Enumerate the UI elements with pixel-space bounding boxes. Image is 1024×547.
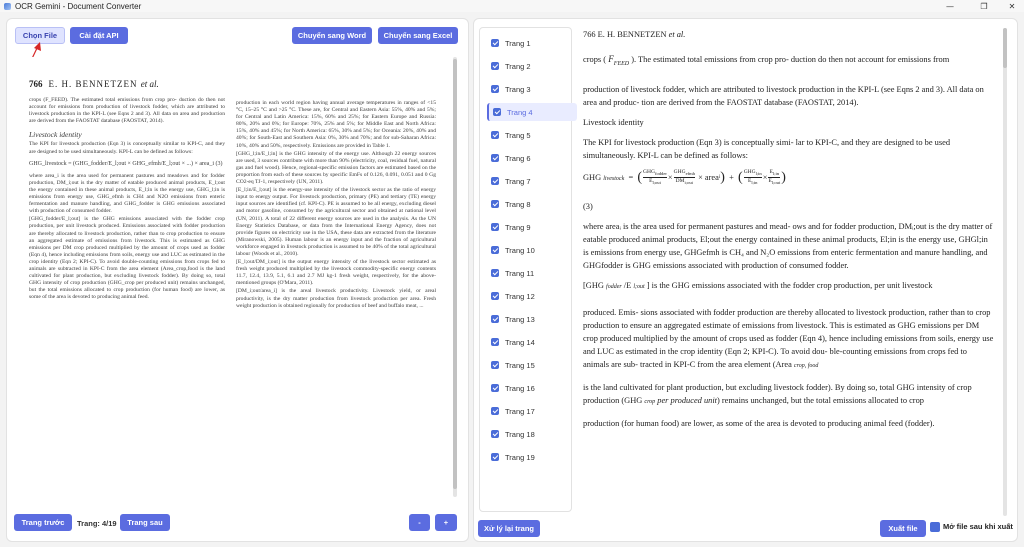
result-heading: 766 E. H. BENNETZEN et al. [583, 30, 686, 39]
page-text: production in each world region having annual average temperatures in ranges of <15 °C, 15–25 °C and >25 °C. These are, for Central and Eastern Asia: 55%, 40% and 5%; for Central and Latin America: 15%, 60% and 25%; for Eastern Europe and Russia: 80%, 20% and 0%; for Europe: 70%, 25% and 5%; for Middle East and North Africa: 15%, 40% and 45%; for North America: 65%, 30% and 5%; for Oceania: 20%, 40% and 40%; for South-East and Southern Asia: 0%, 30% and 70%; and for sub-Saharan Africa: 10%, 40% and 50%, respectively. Emissions are provided in Table 1. [236, 100, 436, 149]
page-heading: Livestock identity [29, 130, 82, 140]
page-checkbox-icon[interactable] [493, 108, 501, 116]
page-checkbox-icon[interactable] [491, 223, 499, 231]
page-list-label: Trang 4 [507, 107, 533, 117]
zoom-out-button[interactable]: - [409, 514, 430, 531]
page-text: [GHG_fodder/E_l;out] is the GHG emissions associated with the fodder crop production, per unit livestock produced. Emissions associated with fodder production are thereby allocated to livestock production, rather than to crop production to ensure an aggregated estimate of emissions from livestock. This is estimated as GHG emissions per DM crop produced multiplied by the amount of crops used as fodder (Eqn 4), hence including emissions from soils, energy use and LUC as estimated in the crop identity (Eqn 2; KPI-C). To avoid double-counting emissions from crops fed to animals are subtracted in KPI-C from the area element (Area_crop,food is the land cultivated for plant production, but excluding livestock fodder). By doing so, total GHG intensity of crop production (GHG_crop per produced unit) remains unchanged, but the total emissions allocated to crop production (for human food) are lower, as some of the area is devoted to producing animal feed. [29, 216, 225, 301]
page-text: crops (F_FEED). The estimated total emissions from crop pro- duction do then not account for emissions from production of livestock fodder, which are attributed to livestock production in the KPI-L (see Eqns 2 and 3). All data on area and production are derived from the FAOSTAT database (FAOSTAT, 2014). [29, 97, 225, 125]
page-left-column [29, 97, 225, 302]
page-list-label: Trang 17 [505, 406, 535, 416]
page-list-label: Trang 11 [505, 268, 535, 278]
page-checkbox-icon[interactable] [491, 430, 499, 438]
maximize-button[interactable]: ❐ [980, 1, 988, 11]
page-checkbox-icon[interactable] [491, 338, 499, 346]
page-text: [DM_i;out/area_i] is the areal livestock productivity. Livestock yield, or areal productivity, is the dry matter production from livestock production per area. Fresh weight production is obtained regionally for production of beef and buffalo meat, ... [236, 288, 436, 309]
app-icon [4, 3, 11, 10]
page-list-label: Trang 13 [505, 314, 535, 324]
page-list-label: Trang 8 [505, 199, 531, 209]
page-text: [E_l;in/E_l;out] is the energy-use intensity of the livestock sector as the ratio of energy input to energy output. For livestock production, primary (PE) and tertiary (TE) energy input sources are identified (cf. KPI-C). PE is assumed to be all energy, excluding diesel and motor gasoline, consumed by the agricultural sector and obtained at national level (UN, 2011). A total of 22 different energy sources are used in the analysis. As the UN Energy Statistics Database, or data from the International Energy Agency, does not provide figures on electricity use in the USA, these data are extracted from the literature (Miranowski, 2005). Human labour is an energy input and the fraction of agricultural workforce engaged in livestock production is assumed to be 40% of the total agricultural labour (Woods et al., 2010). [236, 187, 436, 257]
zoom-in-button[interactable]: + [435, 514, 457, 531]
page-list-item[interactable] [487, 379, 577, 397]
title-bar [0, 0, 1024, 12]
open-after-export-checkbox[interactable] [930, 522, 940, 532]
result-subheading: Livestock identity [583, 117, 644, 127]
page-list-label: Trang 6 [505, 153, 531, 163]
result-scrollbar[interactable] [1003, 28, 1007, 516]
api-settings-button[interactable]: Cài đặt API [70, 27, 128, 44]
page-list-item[interactable] [487, 287, 577, 305]
page-text: [GHG_l;in/E_l;in] is the GHG intensity of the energy use. Although 22 energy sources are used, 3 sources contribute with more than 90% (electricity, coal, residual fuel, natural gas and fuel wood). Hence, regional-specific emission factors are estimated based on the proportion from each of these sources by specific EmFs of 0.126, 0.091, 0.051 and 0 Gg CO2-eq TJ-1, respectively (UN, 2011). [236, 150, 436, 186]
open-after-export-label: Mở file sau khi xuất [943, 522, 1013, 531]
page-list-label: Trang 18 [505, 429, 535, 439]
preview-scrollbar[interactable] [453, 57, 457, 497]
result-paragraph: The KPI for livestock production (Eqn 3) is conceptually simi- lar to KPI-C, and they are designed to be used simultaneously. KPI-L can be defined as follows: [583, 137, 951, 160]
page-list-label: Trang 10 [505, 245, 535, 255]
page-list-item[interactable] [487, 356, 577, 374]
page-checkbox-icon[interactable] [491, 39, 499, 47]
page-list-label: Trang 12 [505, 291, 535, 301]
page-list-item[interactable] [487, 195, 577, 213]
page-list-item[interactable] [487, 149, 577, 167]
page-checkbox-icon[interactable] [491, 384, 499, 392]
page-checkbox-icon[interactable] [491, 246, 499, 254]
choose-file-button[interactable]: Chọn File [15, 27, 65, 44]
page-list-item[interactable] [487, 425, 577, 443]
page-checkbox-icon[interactable] [491, 292, 499, 300]
page-list-item[interactable] [487, 103, 577, 121]
page-list-label: Trang 5 [505, 130, 531, 140]
document-page-image [17, 57, 447, 497]
page-list-label: Trang 1 [505, 38, 531, 48]
page-list-item[interactable] [487, 126, 577, 144]
ocr-result-text[interactable] [583, 28, 995, 516]
page-text: The KPI for livestock production (Eqn 3) is conceptually similar to KPI-C, and they are designed to be used simultaneously. KPI-L can be defined as follows: [29, 141, 225, 155]
result-equation: GHG livestock = ( $\frac{GHG_{fodder}}{E_{l;out}}$ × $\frac{GHG_{efmh}}{DM_{i;out}}$ × area i ) + ( $\frac{GHG_{l;in}}{E_{l;in}}$ × $\frac{E_{l;in}}{E_{l;out}}$ ) [583, 168, 786, 185]
export-file-button[interactable]: Xuất file [880, 520, 926, 537]
page-status: Trang: 4/19 [77, 519, 117, 528]
reprocess-page-button[interactable]: Xử lý lại trang [478, 520, 540, 537]
page-list-label: Trang 16 [505, 383, 535, 393]
page-list-label: Trang 15 [505, 360, 535, 370]
result-equation-number: (3) [583, 201, 593, 211]
window-title: OCR Gemini - Document Converter [15, 1, 142, 11]
page-list-label: Trang 19 [505, 452, 535, 462]
result-paragraph: production of livestock fodder, which are attributed to livestock production in the KPI-L (see Eqns 2 and 3). All data on area and produc- tion are derived from the FAOSTAT database (FAOSTAT, 2014). [583, 84, 984, 107]
result-paragraph: produced. Emis- sions associated with fodder production are thereby allocated to livestock production, rather than to crop production to ensure an aggregated estimate of emissions from livestock. This is estimated as GHG emissions per DM crop produced multiplied by the amount of crops used as fodder (Eqn 4), hence including emissions from soils, energy use and LUC as estimated in the crop identity (Eqn 2; KPI-C). To avoid dou- ble-counting emissions from crops fed to animals are sub- tracted in KPI-C from the area element (Area crop, food [583, 307, 994, 369]
page-list-item[interactable] [487, 57, 577, 75]
page-text: where area_i is the area used for permanent pastures and meadows and for fodder production, DM_i;out is the dry matter of eatable produced animal products, E_l;out the energy contained in these animal products, E_l;in is the energy use, GHG_l;in is emissions from energy use, GHG_efmh is CH4 and N2O emissions from enteric fermentation and manure handling, and GHG_fodder is GHG emissions associated with production of consumed fodder. [29, 172, 225, 215]
page-list-label: Trang 9 [505, 222, 531, 232]
page-list-item[interactable] [487, 333, 577, 351]
page-list-label: Trang 7 [505, 176, 531, 186]
result-paragraph: production (for human food) are lower, as some of the area is devoted to producing animal feed (fodder). [583, 418, 935, 428]
next-page-button[interactable]: Trang sau [120, 514, 170, 531]
page-checkbox-icon[interactable] [491, 269, 499, 277]
page-checkbox-icon[interactable] [491, 85, 499, 93]
page-list-label: Trang 14 [505, 337, 535, 347]
page-equation: GHG_livestock = (GHG_fodder/E_l;out × GHG_efmh/E_l;out × ...) × area_i (3) [29, 160, 223, 167]
page-checkbox-icon[interactable] [491, 154, 499, 162]
page-list-item[interactable] [487, 34, 577, 52]
preview-scroll-thumb[interactable] [453, 59, 457, 489]
page-list-label: Trang 3 [505, 84, 531, 94]
page-checkbox-icon[interactable] [491, 177, 499, 185]
result-scroll-thumb[interactable] [1003, 28, 1007, 68]
page-checkbox-icon[interactable] [491, 407, 499, 415]
minimize-button[interactable]: — [946, 1, 954, 11]
page-checkbox-icon[interactable] [491, 200, 499, 208]
page-list-item[interactable] [487, 264, 577, 282]
page-text: [E_l;out/DM_i;out] is the output energy intensity of the livestock sector estimated as fresh weight produced multiplied by the livestock commodity-specific energy contents 11.7, 12.4, 13.9, 5.1, 6.1 and 2.7 MJ kg-1 fresh weight, respectively, for the above-mentioned groups (O'Mara, 2011). [236, 259, 436, 287]
page-list [479, 27, 572, 512]
page-list-item[interactable] [487, 241, 577, 259]
page-list-item[interactable] [487, 80, 577, 98]
result-paragraph: crops ( $F_{FEED}$ ). The estimated total emissions from crop pro- duction do then not account for emissions from [583, 54, 950, 67]
page-list-item[interactable] [487, 448, 577, 466]
page-list-item[interactable] [487, 172, 577, 190]
convert-excel-button[interactable]: Chuyển sang Excel [378, 27, 458, 44]
close-button[interactable]: ✕ [1008, 1, 1016, 11]
convert-word-button[interactable]: Chuyển sang Word [292, 27, 372, 44]
prev-page-button[interactable]: Trang trước [14, 514, 72, 531]
result-paragraph: where areaᵢ is the area used for permanent pastures and mead- ows and for fodder production, DMᵢ;out is the dry matter of eatable produced animal products, El;out the energy contained in these animal products, El;in is the energy use, GHGl;in is emissions from energy use, GHGefmh is CH₄ and N₂O emissions from enteric fermentation and manure handling, and GHGfodder is GHG emissions associated with production of consumed fodder. [583, 221, 993, 270]
page-right-column [236, 100, 436, 311]
page-header: 766 E. H. BENNETZEN et al. [29, 79, 159, 89]
page-checkbox-icon[interactable] [491, 361, 499, 369]
page-list-item[interactable] [487, 218, 577, 236]
page-list-item[interactable] [487, 310, 577, 328]
page-list-item[interactable] [487, 402, 577, 420]
page-list-label: Trang 2 [505, 61, 531, 71]
page-checkbox-icon[interactable] [491, 131, 499, 139]
page-checkbox-icon[interactable] [491, 453, 499, 461]
page-checkbox-icon[interactable] [491, 315, 499, 323]
result-paragraph: [GHG fodder /E l;out ] is the GHG emissions associated with the fodder crop production, per unit livestock [583, 280, 933, 290]
result-paragraph: is the land cultivated for plant production, but excluding livestock fodder). By doing so, total GHG intensity of crop production (GHG crop per produced unit) remains unchanged, but the total emissions allocated to crop [583, 382, 972, 405]
page-checkbox-icon[interactable] [491, 62, 499, 70]
